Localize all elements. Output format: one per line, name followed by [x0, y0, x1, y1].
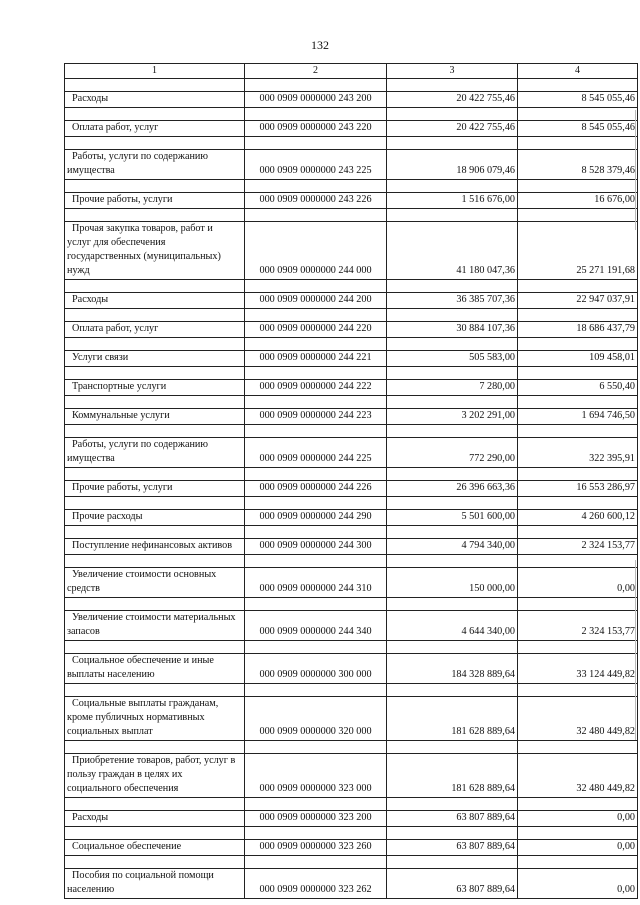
planned-amount-cell: 4 644 340,00	[387, 611, 518, 641]
spacer-cell	[245, 684, 387, 697]
spacer-cell	[387, 497, 518, 510]
executed-amount-cell: 1 694 746,50	[518, 409, 638, 425]
budget-code-cell: 000 0909 0000000 244 223	[245, 409, 387, 425]
spacer-cell	[65, 108, 245, 121]
spacer-cell	[518, 598, 638, 611]
spacer-cell	[245, 856, 387, 869]
row-spacer	[65, 209, 638, 222]
planned-amount-cell: 1 516 676,00	[387, 193, 518, 209]
spacer-cell	[65, 180, 245, 193]
row-name-line: пользу граждан в целях их	[67, 769, 183, 780]
table-row	[65, 92, 638, 108]
spacer-cell	[387, 396, 518, 409]
scan-edge-mark	[635, 110, 636, 230]
spacer-cell	[518, 367, 638, 380]
row-name-line: Расходы	[72, 294, 109, 305]
spacer-cell	[65, 425, 245, 438]
spacer-cell	[518, 209, 638, 222]
row-name-cell	[65, 869, 245, 899]
row-name-line: Увеличение стоимости основных	[72, 569, 217, 580]
row-name-cell	[65, 193, 245, 209]
spacer-cell	[518, 684, 638, 697]
planned-amount-cell: 36 385 707,36	[387, 293, 518, 309]
row-name-line: нужд	[67, 265, 90, 276]
row-name-line: Оплата работ, услуг	[72, 323, 159, 334]
executed-amount-cell: 6 550,40	[518, 380, 638, 396]
budget-code-cell: 000 0909 0000000 244 300	[245, 539, 387, 555]
spacer-cell	[245, 425, 387, 438]
budget-code-cell: 000 0909 0000000 244 221	[245, 351, 387, 367]
row-spacer	[65, 798, 638, 811]
table-row	[65, 568, 638, 598]
planned-amount-cell: 41 180 047,36	[387, 222, 518, 280]
budget-code-cell: 000 0909 0000000 320 000	[245, 697, 387, 741]
spacer-cell	[245, 497, 387, 510]
row-name-line: Приобретение товаров, работ, услуг в	[72, 755, 236, 766]
row-spacer	[65, 79, 638, 92]
row-name-line: Поступление нефинансовых активов	[72, 540, 233, 551]
budget-code-cell: 000 0909 0000000 244 340	[245, 611, 387, 641]
executed-amount-cell: 18 686 437,79	[518, 322, 638, 338]
table-row	[65, 409, 638, 425]
planned-amount-cell: 181 628 889,64	[387, 697, 518, 741]
row-name-cell	[65, 611, 245, 641]
row-name-line: выплаты населению	[67, 669, 155, 680]
spacer-cell	[245, 280, 387, 293]
spacer-cell	[518, 555, 638, 568]
planned-amount-cell: 63 807 889,64	[387, 811, 518, 827]
executed-amount-cell: 22 947 037,91	[518, 293, 638, 309]
budget-code-cell: 000 0909 0000000 244 222	[245, 380, 387, 396]
row-name-cell	[65, 811, 245, 827]
row-name-line: Коммунальные услуги	[72, 410, 170, 421]
row-spacer	[65, 338, 638, 351]
spacer-cell	[245, 79, 387, 92]
spacer-cell	[245, 741, 387, 754]
row-spacer	[65, 856, 638, 869]
table-row	[65, 293, 638, 309]
spacer-cell	[65, 280, 245, 293]
row-name-line: социальных выплат	[67, 726, 153, 737]
row-name-line: населению	[67, 884, 115, 895]
row-name-line: Транспортные услуги	[72, 381, 167, 392]
row-name-line: Пособия по социальной помощи	[72, 870, 214, 881]
column-header-3: 3	[387, 64, 518, 79]
planned-amount-cell: 5 501 600,00	[387, 510, 518, 526]
spacer-cell	[518, 798, 638, 811]
spacer-cell	[65, 827, 245, 840]
executed-amount-cell: 8 528 379,46	[518, 150, 638, 180]
column-header-1: 1	[65, 64, 245, 79]
executed-amount-cell: 32 480 449,82	[518, 697, 638, 741]
spacer-cell	[387, 180, 518, 193]
table-row	[65, 654, 638, 684]
spacer-cell	[387, 856, 518, 869]
table-row	[65, 754, 638, 798]
executed-amount-cell: 16 553 286,97	[518, 481, 638, 497]
budget-code-cell: 000 0909 0000000 243 200	[245, 92, 387, 108]
budget-code-cell: 000 0909 0000000 244 225	[245, 438, 387, 468]
table-row	[65, 539, 638, 555]
row-spacer	[65, 526, 638, 539]
row-name-line: Прочие работы, услуги	[72, 194, 173, 205]
table-row	[65, 222, 638, 280]
table-row	[65, 481, 638, 497]
table-body	[65, 79, 638, 899]
row-name-line: Прочие работы, услуги	[72, 482, 173, 493]
spacer-cell	[387, 468, 518, 481]
spacer-cell	[518, 79, 638, 92]
planned-amount-cell: 184 328 889,64	[387, 654, 518, 684]
spacer-cell	[65, 396, 245, 409]
spacer-cell	[245, 598, 387, 611]
spacer-cell	[387, 209, 518, 222]
row-name-cell	[65, 409, 245, 425]
row-name-line: Работы, услуги по содержанию	[72, 439, 208, 450]
row-name-cell	[65, 510, 245, 526]
row-spacer	[65, 827, 638, 840]
executed-amount-cell: 0,00	[518, 811, 638, 827]
spacer-cell	[65, 367, 245, 380]
row-name-cell	[65, 754, 245, 798]
row-name-line: средств	[67, 583, 100, 594]
spacer-cell	[65, 338, 245, 351]
executed-amount-cell: 32 480 449,82	[518, 754, 638, 798]
row-name-cell	[65, 697, 245, 741]
table-row	[65, 150, 638, 180]
budget-code-cell: 000 0909 0000000 323 000	[245, 754, 387, 798]
row-name-cell	[65, 121, 245, 137]
spacer-cell	[518, 641, 638, 654]
row-name-cell	[65, 351, 245, 367]
executed-amount-cell: 0,00	[518, 568, 638, 598]
row-spacer	[65, 641, 638, 654]
budget-code-cell: 000 0909 0000000 323 200	[245, 811, 387, 827]
executed-amount-cell: 2 324 153,77	[518, 611, 638, 641]
row-name-line: Увеличение стоимости материальных	[72, 612, 236, 623]
row-name-cell	[65, 150, 245, 180]
executed-amount-cell: 16 676,00	[518, 193, 638, 209]
table-row	[65, 869, 638, 899]
spacer-cell	[387, 425, 518, 438]
budget-code-cell: 000 0909 0000000 243 225	[245, 150, 387, 180]
spacer-cell	[65, 468, 245, 481]
budget-code-cell: 000 0909 0000000 323 262	[245, 869, 387, 899]
spacer-cell	[518, 309, 638, 322]
spacer-cell	[387, 79, 518, 92]
spacer-cell	[518, 338, 638, 351]
spacer-cell	[245, 827, 387, 840]
spacer-cell	[65, 798, 245, 811]
planned-amount-cell: 63 807 889,64	[387, 869, 518, 899]
table-row	[65, 121, 638, 137]
spacer-cell	[245, 396, 387, 409]
planned-amount-cell: 20 422 755,46	[387, 121, 518, 137]
spacer-cell	[518, 468, 638, 481]
executed-amount-cell: 322 395,91	[518, 438, 638, 468]
table-row	[65, 193, 638, 209]
row-name-line: кроме публичных нормативных	[67, 712, 205, 723]
scan-edge-mark	[635, 560, 636, 740]
row-name-line: Социальное обеспечение и иные	[72, 655, 214, 666]
row-name-line: Работы, услуги по содержанию	[72, 151, 208, 162]
spacer-cell	[518, 180, 638, 193]
row-name-line: имущества	[67, 453, 115, 464]
row-name-cell	[65, 481, 245, 497]
spacer-cell	[518, 827, 638, 840]
spacer-cell	[65, 526, 245, 539]
budget-code-cell: 000 0909 0000000 243 226	[245, 193, 387, 209]
spacer-cell	[518, 425, 638, 438]
planned-amount-cell: 4 794 340,00	[387, 539, 518, 555]
spacer-cell	[65, 684, 245, 697]
row-spacer	[65, 309, 638, 322]
budget-code-cell: 000 0909 0000000 300 000	[245, 654, 387, 684]
spacer-cell	[387, 526, 518, 539]
spacer-cell	[387, 338, 518, 351]
spacer-cell	[387, 598, 518, 611]
spacer-cell	[245, 309, 387, 322]
row-spacer	[65, 684, 638, 697]
spacer-cell	[245, 209, 387, 222]
row-name-line: запасов	[67, 626, 100, 637]
planned-amount-cell: 18 906 079,46	[387, 150, 518, 180]
row-name-line: Прочие расходы	[72, 511, 143, 522]
row-spacer	[65, 741, 638, 754]
spacer-cell	[387, 137, 518, 150]
table-header	[65, 64, 638, 79]
executed-amount-cell: 8 545 055,46	[518, 121, 638, 137]
spacer-cell	[245, 468, 387, 481]
spacer-cell	[65, 641, 245, 654]
row-name-line: Социальное обеспечение	[72, 841, 182, 852]
spacer-cell	[245, 137, 387, 150]
planned-amount-cell: 26 396 663,36	[387, 481, 518, 497]
planned-amount-cell: 20 422 755,46	[387, 92, 518, 108]
row-name-line: Расходы	[72, 93, 109, 104]
budget-code-cell: 000 0909 0000000 244 290	[245, 510, 387, 526]
row-spacer	[65, 396, 638, 409]
executed-amount-cell: 0,00	[518, 869, 638, 899]
row-name-line: социального обеспечения	[67, 783, 179, 794]
spacer-cell	[387, 108, 518, 121]
budget-code-cell: 000 0909 0000000 244 200	[245, 293, 387, 309]
row-name-cell	[65, 539, 245, 555]
spacer-cell	[245, 108, 387, 121]
planned-amount-cell: 30 884 107,36	[387, 322, 518, 338]
spacer-cell	[65, 497, 245, 510]
row-name-line: услуг для обеспечения	[67, 237, 166, 248]
column-header-2: 2	[245, 64, 387, 79]
row-name-cell	[65, 840, 245, 856]
executed-amount-cell: 25 271 191,68	[518, 222, 638, 280]
spacer-cell	[518, 396, 638, 409]
row-spacer	[65, 598, 638, 611]
row-name-line: Услуги связи	[72, 352, 129, 363]
spacer-cell	[518, 856, 638, 869]
spacer-cell	[65, 209, 245, 222]
table-row	[65, 322, 638, 338]
executed-amount-cell: 4 260 600,12	[518, 510, 638, 526]
row-name-cell	[65, 568, 245, 598]
table-row	[65, 380, 638, 396]
planned-amount-cell: 150 000,00	[387, 568, 518, 598]
planned-amount-cell: 772 290,00	[387, 438, 518, 468]
executed-amount-cell: 8 545 055,46	[518, 92, 638, 108]
spacer-cell	[518, 497, 638, 510]
row-spacer	[65, 180, 638, 193]
table-row	[65, 697, 638, 741]
spacer-cell	[245, 180, 387, 193]
budget-code-cell: 000 0909 0000000 244 310	[245, 568, 387, 598]
spacer-cell	[387, 684, 518, 697]
spacer-cell	[518, 280, 638, 293]
row-spacer	[65, 497, 638, 510]
row-name-cell	[65, 92, 245, 108]
spacer-cell	[387, 641, 518, 654]
executed-amount-cell: 2 324 153,77	[518, 539, 638, 555]
row-spacer	[65, 108, 638, 121]
spacer-cell	[65, 856, 245, 869]
spacer-cell	[518, 741, 638, 754]
row-name-cell	[65, 380, 245, 396]
row-name-cell	[65, 293, 245, 309]
table-row	[65, 510, 638, 526]
row-name-line: Социальные выплаты гражданам,	[72, 698, 219, 709]
planned-amount-cell: 63 807 889,64	[387, 840, 518, 856]
budget-code-cell: 000 0909 0000000 244 000	[245, 222, 387, 280]
budget-code-cell: 000 0909 0000000 243 220	[245, 121, 387, 137]
table-row	[65, 438, 638, 468]
row-name-cell	[65, 322, 245, 338]
row-spacer	[65, 367, 638, 380]
row-spacer	[65, 137, 638, 150]
page-number: 132	[311, 38, 329, 52]
spacer-cell	[387, 280, 518, 293]
spacer-cell	[387, 309, 518, 322]
table-row	[65, 611, 638, 641]
spacer-cell	[245, 338, 387, 351]
budget-code-cell: 000 0909 0000000 244 220	[245, 322, 387, 338]
spacer-cell	[245, 526, 387, 539]
spacer-cell	[65, 741, 245, 754]
planned-amount-cell: 181 628 889,64	[387, 754, 518, 798]
planned-amount-cell: 3 202 291,00	[387, 409, 518, 425]
row-name-line: Оплата работ, услуг	[72, 122, 159, 133]
budget-code-cell: 000 0909 0000000 323 260	[245, 840, 387, 856]
spacer-cell	[387, 827, 518, 840]
row-spacer	[65, 425, 638, 438]
budget-table	[64, 63, 638, 899]
row-spacer	[65, 280, 638, 293]
column-header-4: 4	[518, 64, 638, 79]
budget-code-cell: 000 0909 0000000 244 226	[245, 481, 387, 497]
table-row	[65, 351, 638, 367]
spacer-cell	[518, 108, 638, 121]
spacer-cell	[245, 367, 387, 380]
spacer-cell	[65, 598, 245, 611]
spacer-cell	[387, 555, 518, 568]
row-name-cell	[65, 222, 245, 280]
planned-amount-cell: 7 280,00	[387, 380, 518, 396]
executed-amount-cell: 33 124 449,82	[518, 654, 638, 684]
row-spacer	[65, 468, 638, 481]
table-row	[65, 840, 638, 856]
spacer-cell	[65, 309, 245, 322]
executed-amount-cell: 0,00	[518, 840, 638, 856]
spacer-cell	[65, 137, 245, 150]
row-name-cell	[65, 654, 245, 684]
row-name-line: имущества	[67, 165, 115, 176]
executed-amount-cell: 109 458,01	[518, 351, 638, 367]
spacer-cell	[65, 79, 245, 92]
row-name-line: Расходы	[72, 812, 109, 823]
spacer-cell	[245, 555, 387, 568]
spacer-cell	[387, 741, 518, 754]
row-name-line: государственных (муниципальных)	[67, 251, 221, 262]
spacer-cell	[245, 798, 387, 811]
spacer-cell	[245, 641, 387, 654]
spacer-cell	[387, 798, 518, 811]
planned-amount-cell: 505 583,00	[387, 351, 518, 367]
spacer-cell	[65, 555, 245, 568]
spacer-cell	[518, 526, 638, 539]
table-row	[65, 811, 638, 827]
row-spacer	[65, 555, 638, 568]
row-name-cell	[65, 438, 245, 468]
spacer-cell	[518, 137, 638, 150]
row-name-line: Прочая закупка товаров, работ и	[72, 223, 213, 234]
spacer-cell	[387, 367, 518, 380]
